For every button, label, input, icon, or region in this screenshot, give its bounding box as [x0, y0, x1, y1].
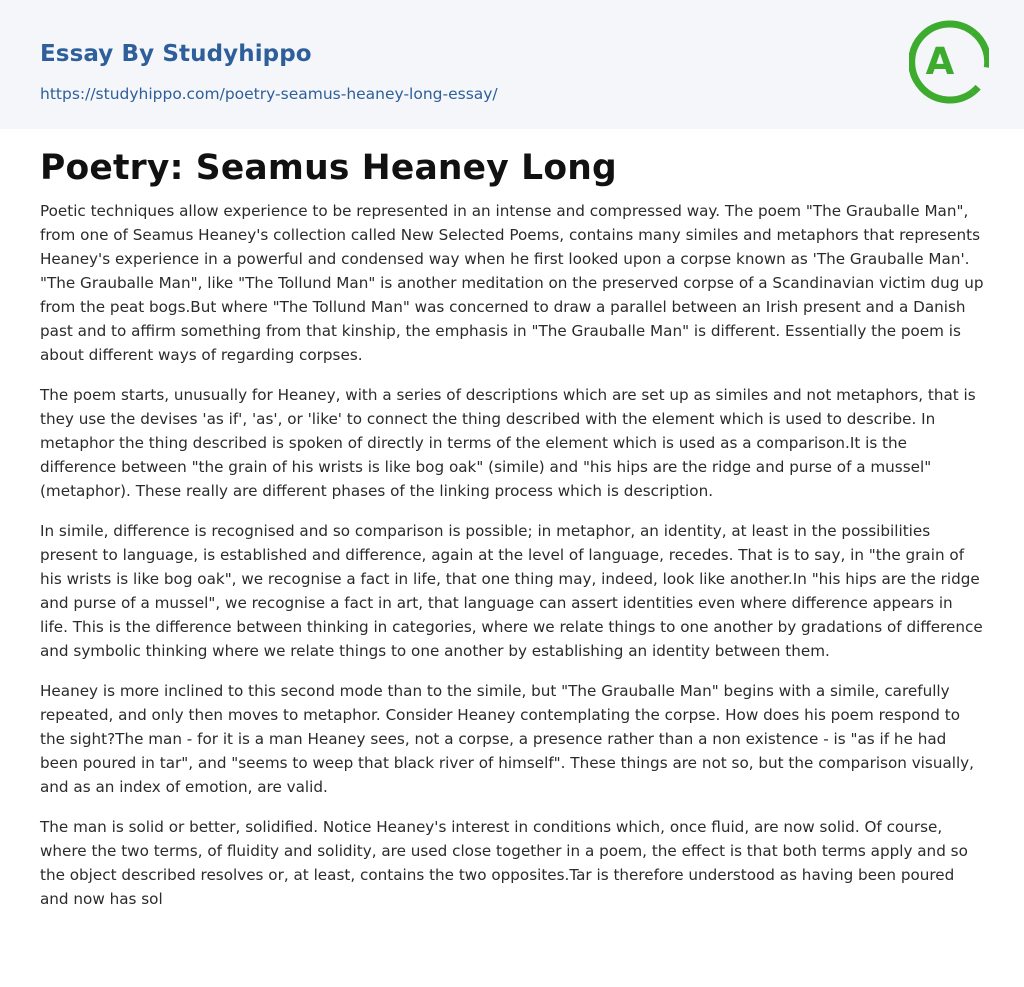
- page-title: Poetry: Seamus Heaney Long: [40, 148, 617, 188]
- article-paragraph: The poem starts, unusually for Heaney, with a series of descriptions which are set up as similes and not metaphors, that is they use the devises 'as if', 'as', or 'like' to connect the thing described with the element which is used to describe. In metaphor the thing described is spoken of directly in terms of the element which is used as a comparison.It is the difference between "the grain of his wrists is like bog oak" (simile) and "his hips are the ridge and purse of a mussel" (metaphor). These really are different phases of the linking process which is description.: [40, 386, 976, 500]
- article: [40, 146, 984, 911]
- logo-letter: A: [925, 40, 955, 83]
- studyhippo-logo-icon[interactable]: [909, 18, 989, 106]
- article-paragraph: The man is solid or better, solidified. Notice Heaney's interest in conditions which, once fluid, are now solid. Of course, where the two terms, of fluidity and solidity, are used close together in a poem, the effect is that both terms apply and so the object described resolves or, at least, contains the two opposites.Tar is therefore understood as having been poured and now has sol: [40, 818, 968, 908]
- article-paragraph: Poetic techniques allow experience to be represented in an intense and compressed way. The poem "The Grauballe Man", from one of Seamus Heaney's collection called New Selected Poems, contains many similes and metaphors that represents Heaney's experience in a powerful and condensed way when he first looked upon a corpse known as 'The Grauballe Man'. "The Grauballe Man", like "The Tollund Man" is another meditation on the preserved corpse of a Scandinavian victim dug up from the peat bogs.But where "The Tollund Man" was concerned to draw a parallel between an Irish present and a Danish past and to affirm something from that kinship, the emphasis in "The Grauballe Man" is different. Essentially the poem is about different ways of regarding corpses.: [40, 202, 984, 364]
- site-header: [0, 0, 1024, 129]
- article-paragraph: In simile, difference is recognised and so comparison is possible; in metaphor, an identity, at least in the possibilities present to language, is established and difference, again at the level of language, recedes. That is to say, in "the grain of his wrists is like bog oak", we recognise a fact in life, that one thing may, indeed, look like another.In "his hips are the ridge and purse of a mussel", we recognise a fact in art, that language can assert identities even where difference appears in life. This is the difference between thinking in categories, where we relate things to one another by gradations of difference and symbolic thinking where we relate things to one another by establishing an identity between them.: [40, 522, 983, 660]
- page-url-link[interactable]: https://studyhippo.com/poetry-seamus-heaney-long-essay/: [40, 85, 498, 103]
- article-paragraph: Heaney is more inclined to this second mode than to the simile, but "The Grauballe Man" begins with a simile, carefully repeated, and only then moves to metaphor. Consider Heaney contemplating the corpse. How does his poem respond to the sight?The man - for it is a man Heaney sees, not a corpse, a presence rather than a non existence - is "as if he had been poured in tar", and "seems to weep that black river of himself". These things are not so, but the comparison visually, and as an index of emotion, are valid.: [40, 682, 975, 796]
- site-name[interactable]: Essay By Studyhippo: [40, 41, 312, 67]
